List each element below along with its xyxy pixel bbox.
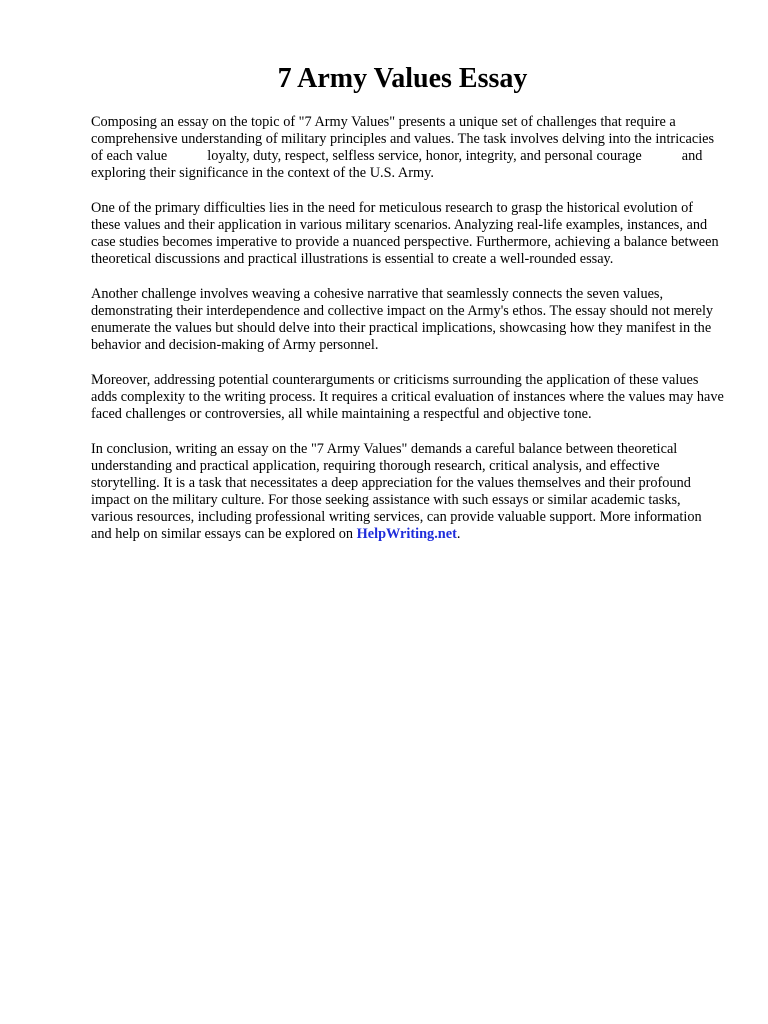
paragraph-narrative: Another challenge involves weaving a cohesive narrative that seamlessly connects the seven values, demonstrating their interdependence and collective impact on the Army's ethos. The essay should not merely enumerate the values but should delve into their practical implications, showcasing how they manifest in the behavior and decision-making of Army personnel. — [91, 286, 714, 353]
paragraph-counterarguments: Moreover, addressing potential counterarguments or criticisms surrounding the application of these values adds complexity to the writing process. It requires a critical evaluation of instances where the values may have faced challenges or controversies, all while maintaining a respectful and objective tone. — [91, 372, 724, 422]
intro-text-part1: Composing an essay on the topic of "7 Army Values" presents a unique set of challenges that require a comprehensive understanding of military principles and values. The task involves delving into the intricacies of each value — [91, 114, 715, 164]
helpwriting-link[interactable]: HelpWriting.net — [356, 526, 457, 542]
intro-text-values: loyalty, duty, respect, selfless service, honor, integrity, and personal courage — [207, 148, 642, 164]
intro-text-part3: and exploring their significance in the context of the U.S. Army. — [91, 148, 703, 181]
paragraph-intro — [91, 114, 724, 182]
paragraph-conclusion — [91, 441, 724, 543]
document-title: 7 Army Values Essay — [277, 63, 528, 94]
conclusion-end: . — [456, 526, 461, 542]
paragraph-difficulties: One of the primary difficulties lies in the need for meticulous research to grasp the historical evolution of these values and their application in various military scenarios. Analyzing real-life examples, instances, and case studies becomes imperative to provide a nuanced perspective. Furthermore, achieving a balance between theoretical discussions and practical illustrations is essential to create a well-rounded essay. — [91, 200, 719, 267]
conclusion-text: In conclusion, writing an essay on the "7 Army Values" demands a careful balance between theoretical understanding and practical application, requiring thorough research, critical analysis, and effective storytelling. It is a task that necessitates a deep appreciation for the values themselves and their profound impact on the military culture. For those seeking assistance with such essays or similar academic tasks, various resources, including professional writing services, can provide valuable support. More information and help on similar essays can be explored on — [91, 441, 702, 542]
